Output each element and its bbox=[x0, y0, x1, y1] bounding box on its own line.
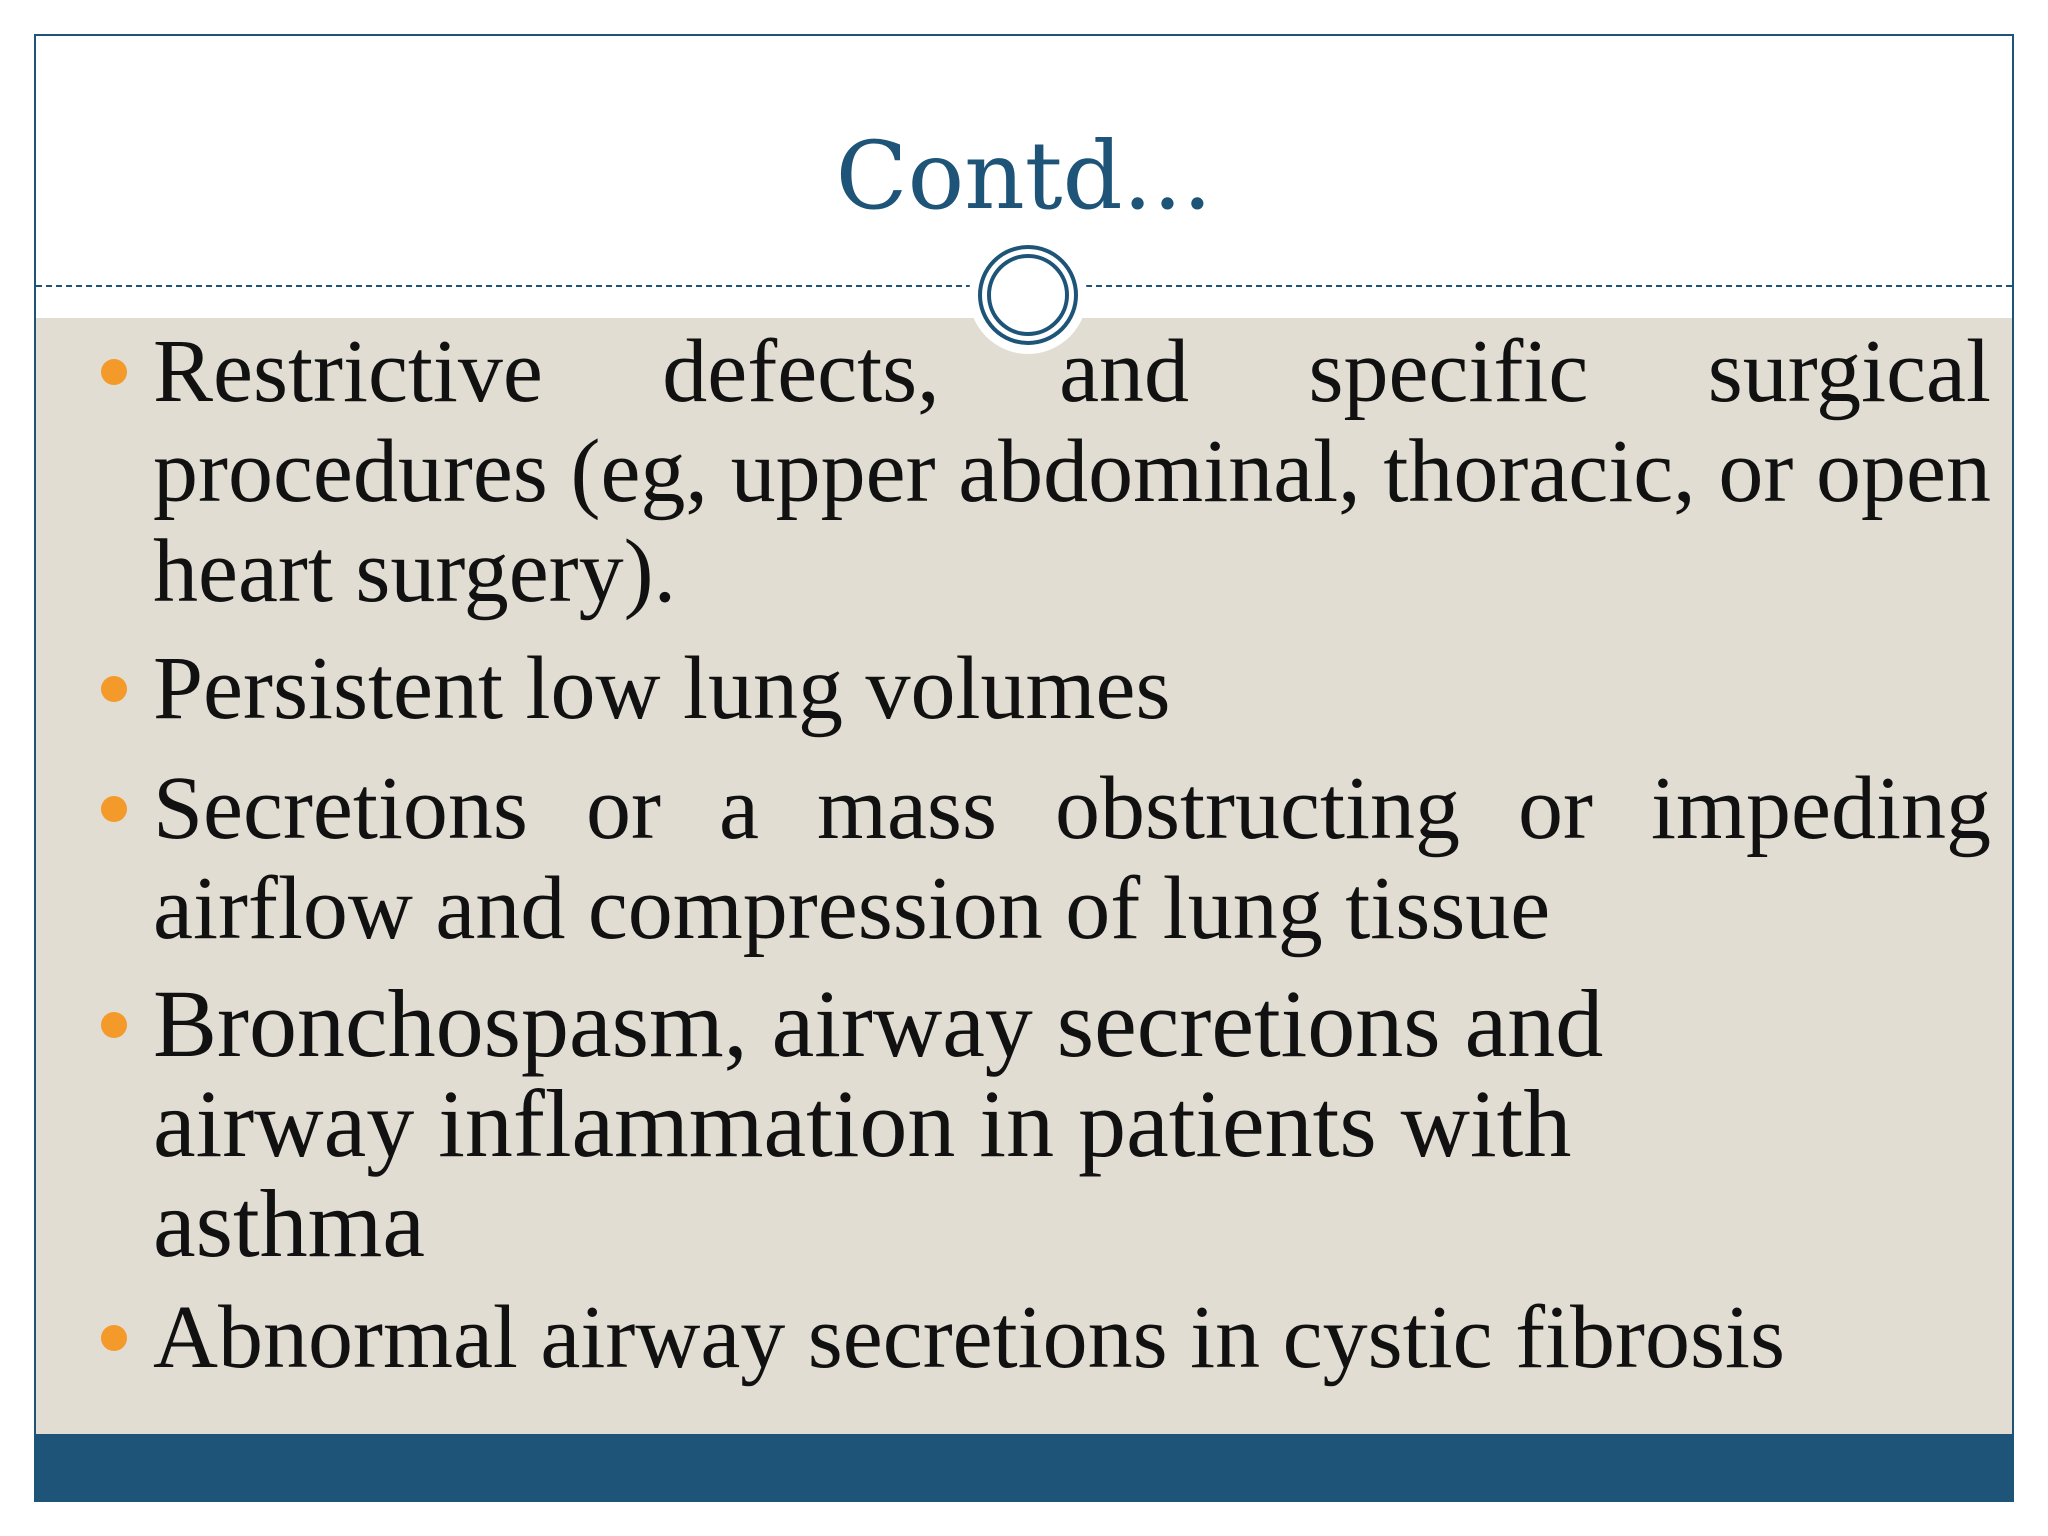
bullet-item bbox=[153, 322, 1991, 622]
bullet-dot-icon bbox=[101, 676, 127, 702]
bullet-text: Bronchospasm, airway secretions and airway inflammation in patients with asthma bbox=[153, 970, 1604, 1277]
bullet-dot-icon bbox=[101, 359, 127, 385]
bullet-dot-icon bbox=[101, 1325, 127, 1351]
bullet-item bbox=[153, 1288, 2014, 1388]
bullet-item bbox=[153, 759, 1991, 959]
bullet-text: Secretions or a mass obstructing or impeding airflow and compression of lung tissue bbox=[153, 759, 1991, 958]
slide-title: Contd... bbox=[835, 122, 1213, 231]
footer-bar bbox=[36, 1434, 2012, 1500]
bullet-text: Persistent low lung volumes bbox=[153, 639, 1171, 738]
bullet-dot-icon bbox=[101, 1012, 127, 1038]
bullet-item bbox=[153, 970, 1793, 1277]
bullet-dot-icon bbox=[101, 796, 127, 822]
bullet-text: Abnormal airway secretions in cystic fibrosis bbox=[153, 1288, 1786, 1387]
bullet-text: Restrictive defects, and specific surgical procedures (eg, upper abdominal, thoracic, or open heart surgery). bbox=[153, 322, 1991, 621]
slide bbox=[34, 34, 2014, 1502]
bullet-item bbox=[153, 639, 1991, 739]
